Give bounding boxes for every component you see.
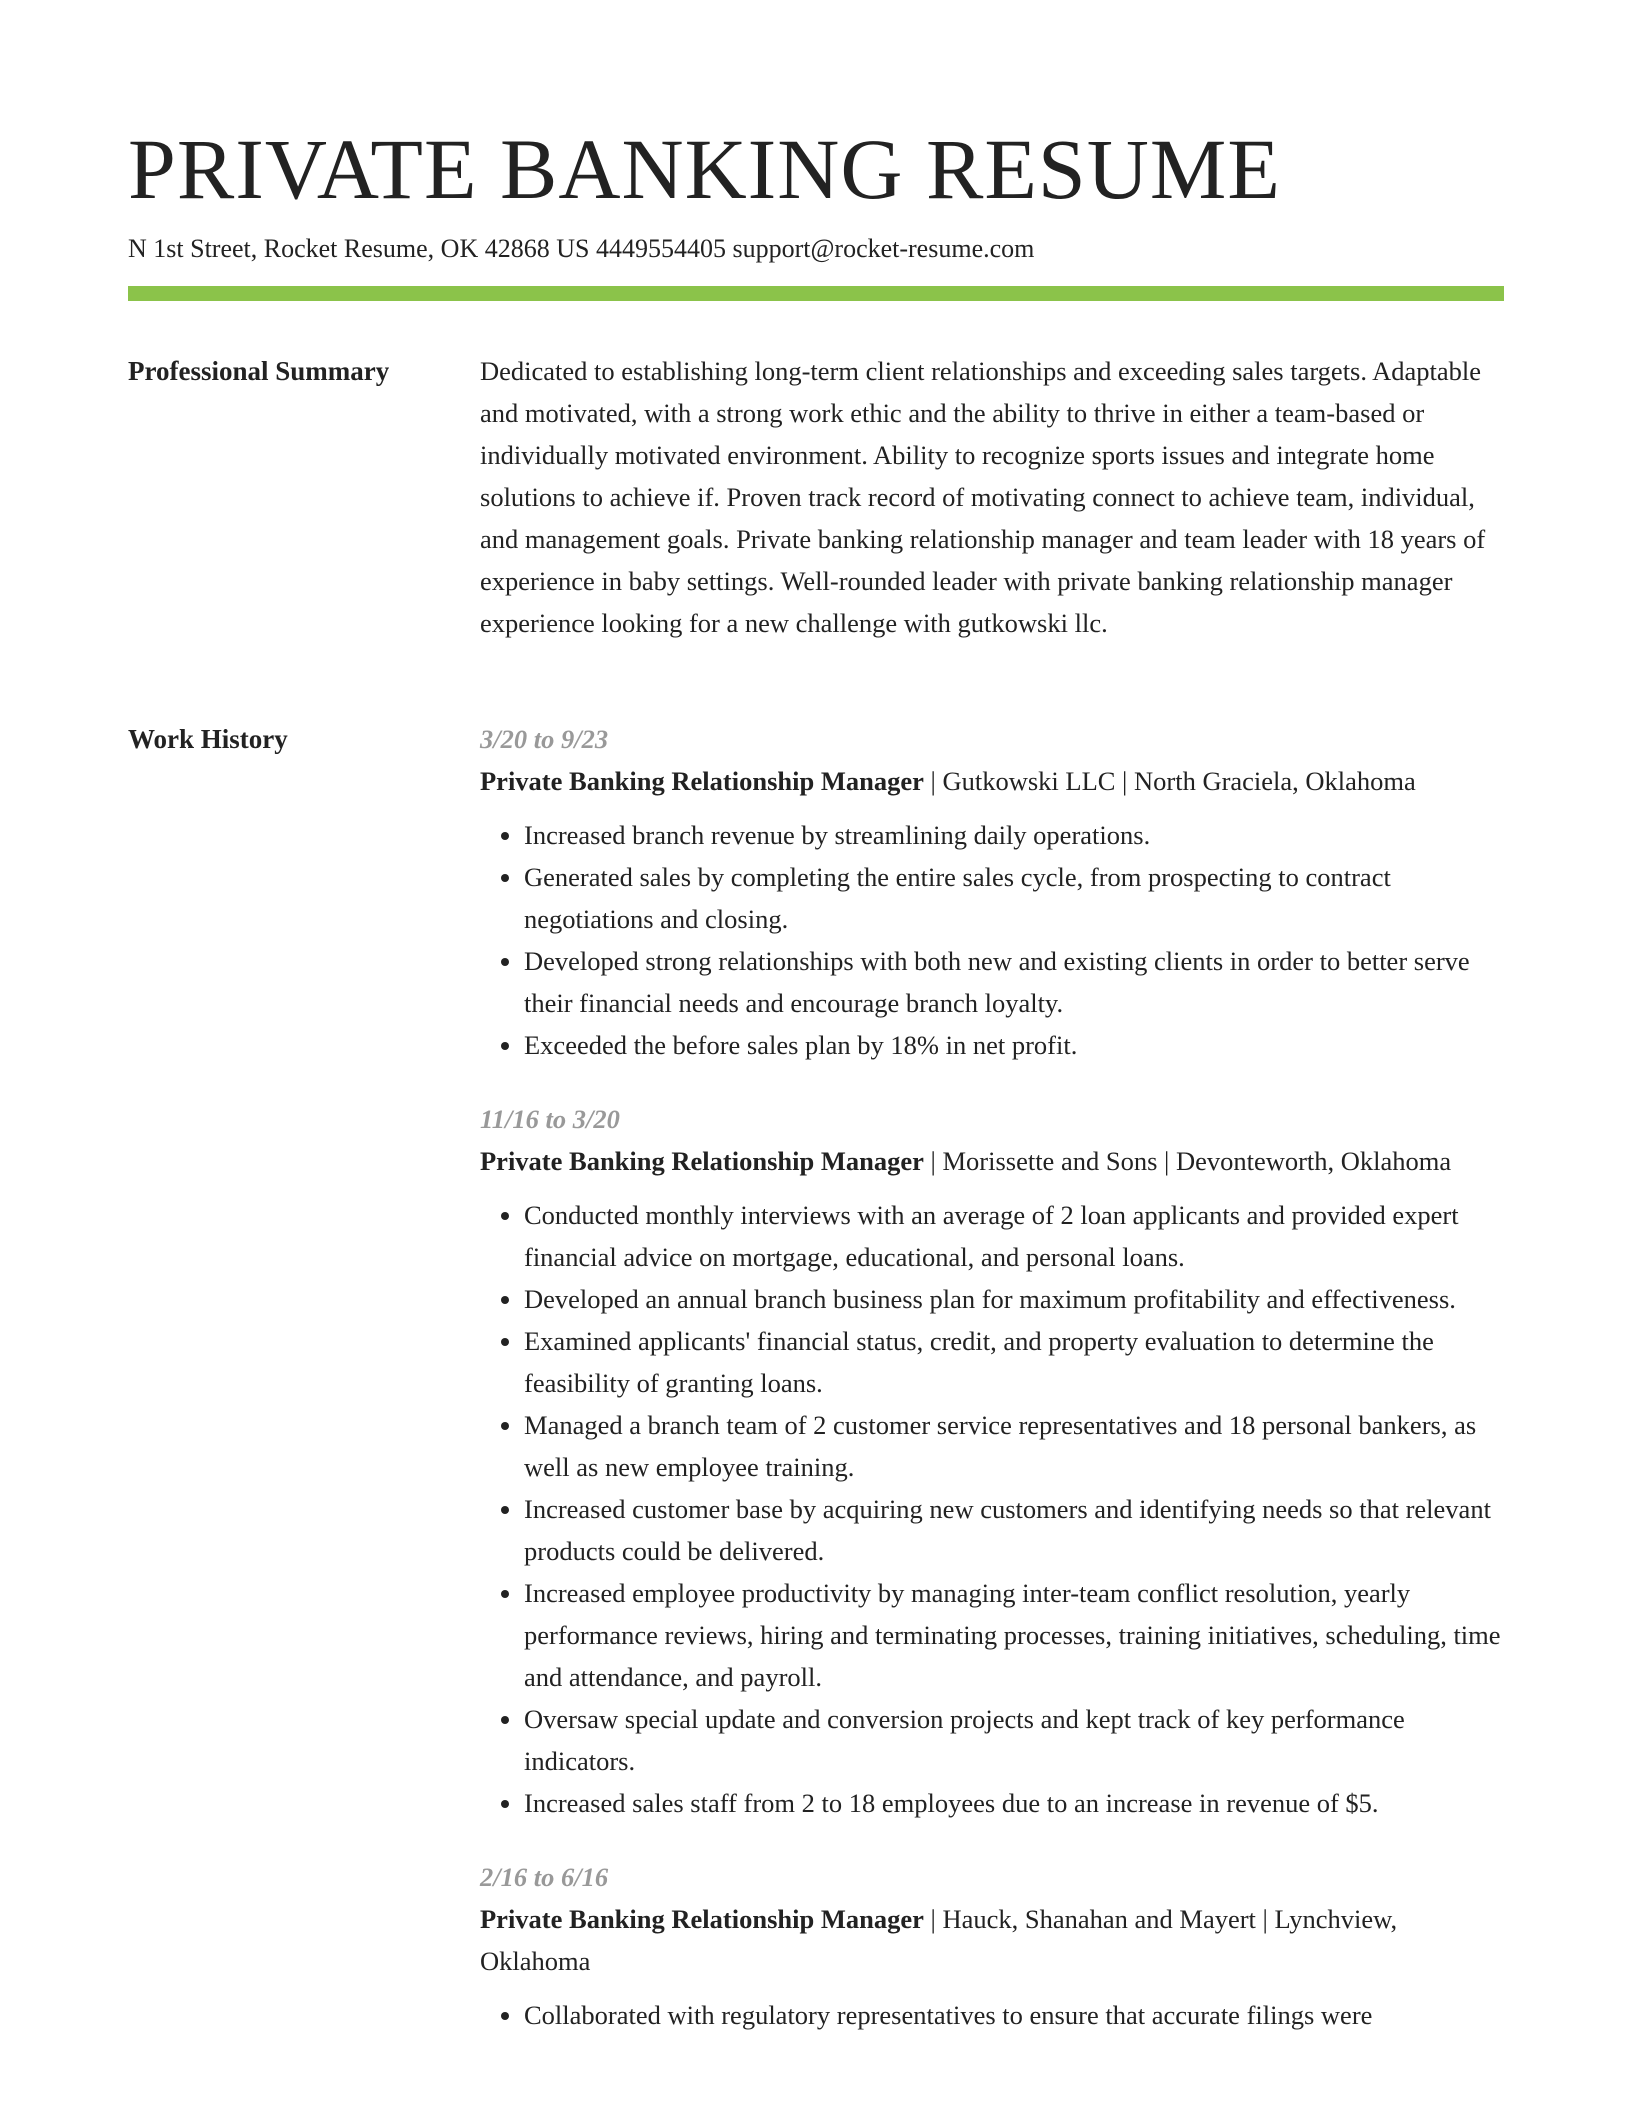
job-heading — [480, 1140, 1504, 1182]
job-entry — [480, 1098, 1504, 1824]
job-company-location: | Hauck, Shanahan and Mayert | Lynchview, Oklahoma — [480, 1904, 1398, 1976]
job-list — [480, 718, 1504, 2068]
job-bullets — [480, 1994, 1504, 2036]
job-dates: 11/16 to 3/20 — [480, 1104, 620, 1134]
job-title: Private Banking Relationship Manager — [480, 1146, 924, 1176]
list-item: • Developed strong relationships with both new and existing clients in order to better serve their financial needs and encourage branch loyalty. — [524, 940, 1504, 1024]
contact-line: N 1st Street, Rocket Resume, OK 42868 US 4449554405 support@rocket-resume.com — [128, 234, 1035, 263]
job-dates: 3/20 to 9/23 — [480, 724, 609, 754]
work-history-heading: Work History — [128, 724, 288, 754]
list-item: • Conducted monthly interviews with an average of 2 loan applicants and provided expert financial advice on mortgage, educational, and personal loans. — [524, 1194, 1504, 1278]
summary-body — [480, 350, 1504, 644]
list-item: • Developed an annual branch business plan for maximum profitability and effectiveness. — [524, 1278, 1504, 1320]
job-company-location: | Morissette and Sons | Devonteworth, Oklahoma — [923, 1146, 1452, 1176]
summary-heading: Professional Summary — [128, 356, 390, 386]
job-bullets — [480, 1194, 1504, 1824]
job-heading — [480, 1898, 1504, 1982]
list-item: • Increased employee productivity by managing inter-team conflict resolution, yearly performance reviews, hiring and terminating processes, training initiatives, scheduling, time and attendance, and payroll. — [524, 1572, 1504, 1698]
job-title: Private Banking Relationship Manager — [480, 766, 924, 796]
list-item: • Managed a branch team of 2 customer service representatives and 18 personal bankers, as well as new employee training. — [524, 1404, 1504, 1488]
list-item: • Collaborated with regulatory representatives to ensure that accurate filings were — [524, 1994, 1504, 2036]
list-item: • Oversaw special update and conversion projects and kept track of key performance indicators. — [524, 1698, 1504, 1782]
list-item: • Increased branch revenue by streamlining daily operations. — [524, 814, 1504, 856]
job-dates: 2/16 to 6/16 — [480, 1862, 609, 1892]
resume-title: PRIVATE BANKING RESUME — [128, 121, 1281, 217]
list-item: • Examined applicants' financial status, credit, and property evaluation to determine the feasibility of granting loans. — [524, 1320, 1504, 1404]
job-title: Private Banking Relationship Manager — [480, 1904, 924, 1934]
job-bullets — [480, 814, 1504, 1066]
list-item: • Increased sales staff from 2 to 18 employees due to an increase in revenue of $5. — [524, 1782, 1504, 1824]
job-company-location: | Gutkowski LLC | North Graciela, Oklahoma — [923, 766, 1416, 796]
list-item: • Exceeded the before sales plan by 18% in net profit. — [524, 1024, 1504, 1066]
summary-text: Dedicated to establishing long-term client relationships and exceeding sales targets. Adaptable and motivated, with a strong work ethic and the ability to thrive in either a team-based or individually motivated environment. Ability to recognize sports issues and integrate home solutions to achieve if. Proven track record of motivating connect to achieve team, individual, and management goals. Private banking relationship manager and team leader with 18 years of experience in baby settings. Well-rounded leader with private banking relationship manager experience looking for a new challenge with gutkowski llc. — [480, 356, 1486, 638]
list-item: • Generated sales by completing the entire sales cycle, from prospecting to contract negotiations and closing. — [524, 856, 1504, 940]
accent-divider — [128, 286, 1504, 301]
job-heading — [480, 760, 1504, 802]
job-entry — [480, 1856, 1504, 2036]
job-entry — [480, 718, 1504, 1066]
list-item: • Increased customer base by acquiring new customers and identifying needs so that relevant products could be delivered. — [524, 1488, 1504, 1572]
